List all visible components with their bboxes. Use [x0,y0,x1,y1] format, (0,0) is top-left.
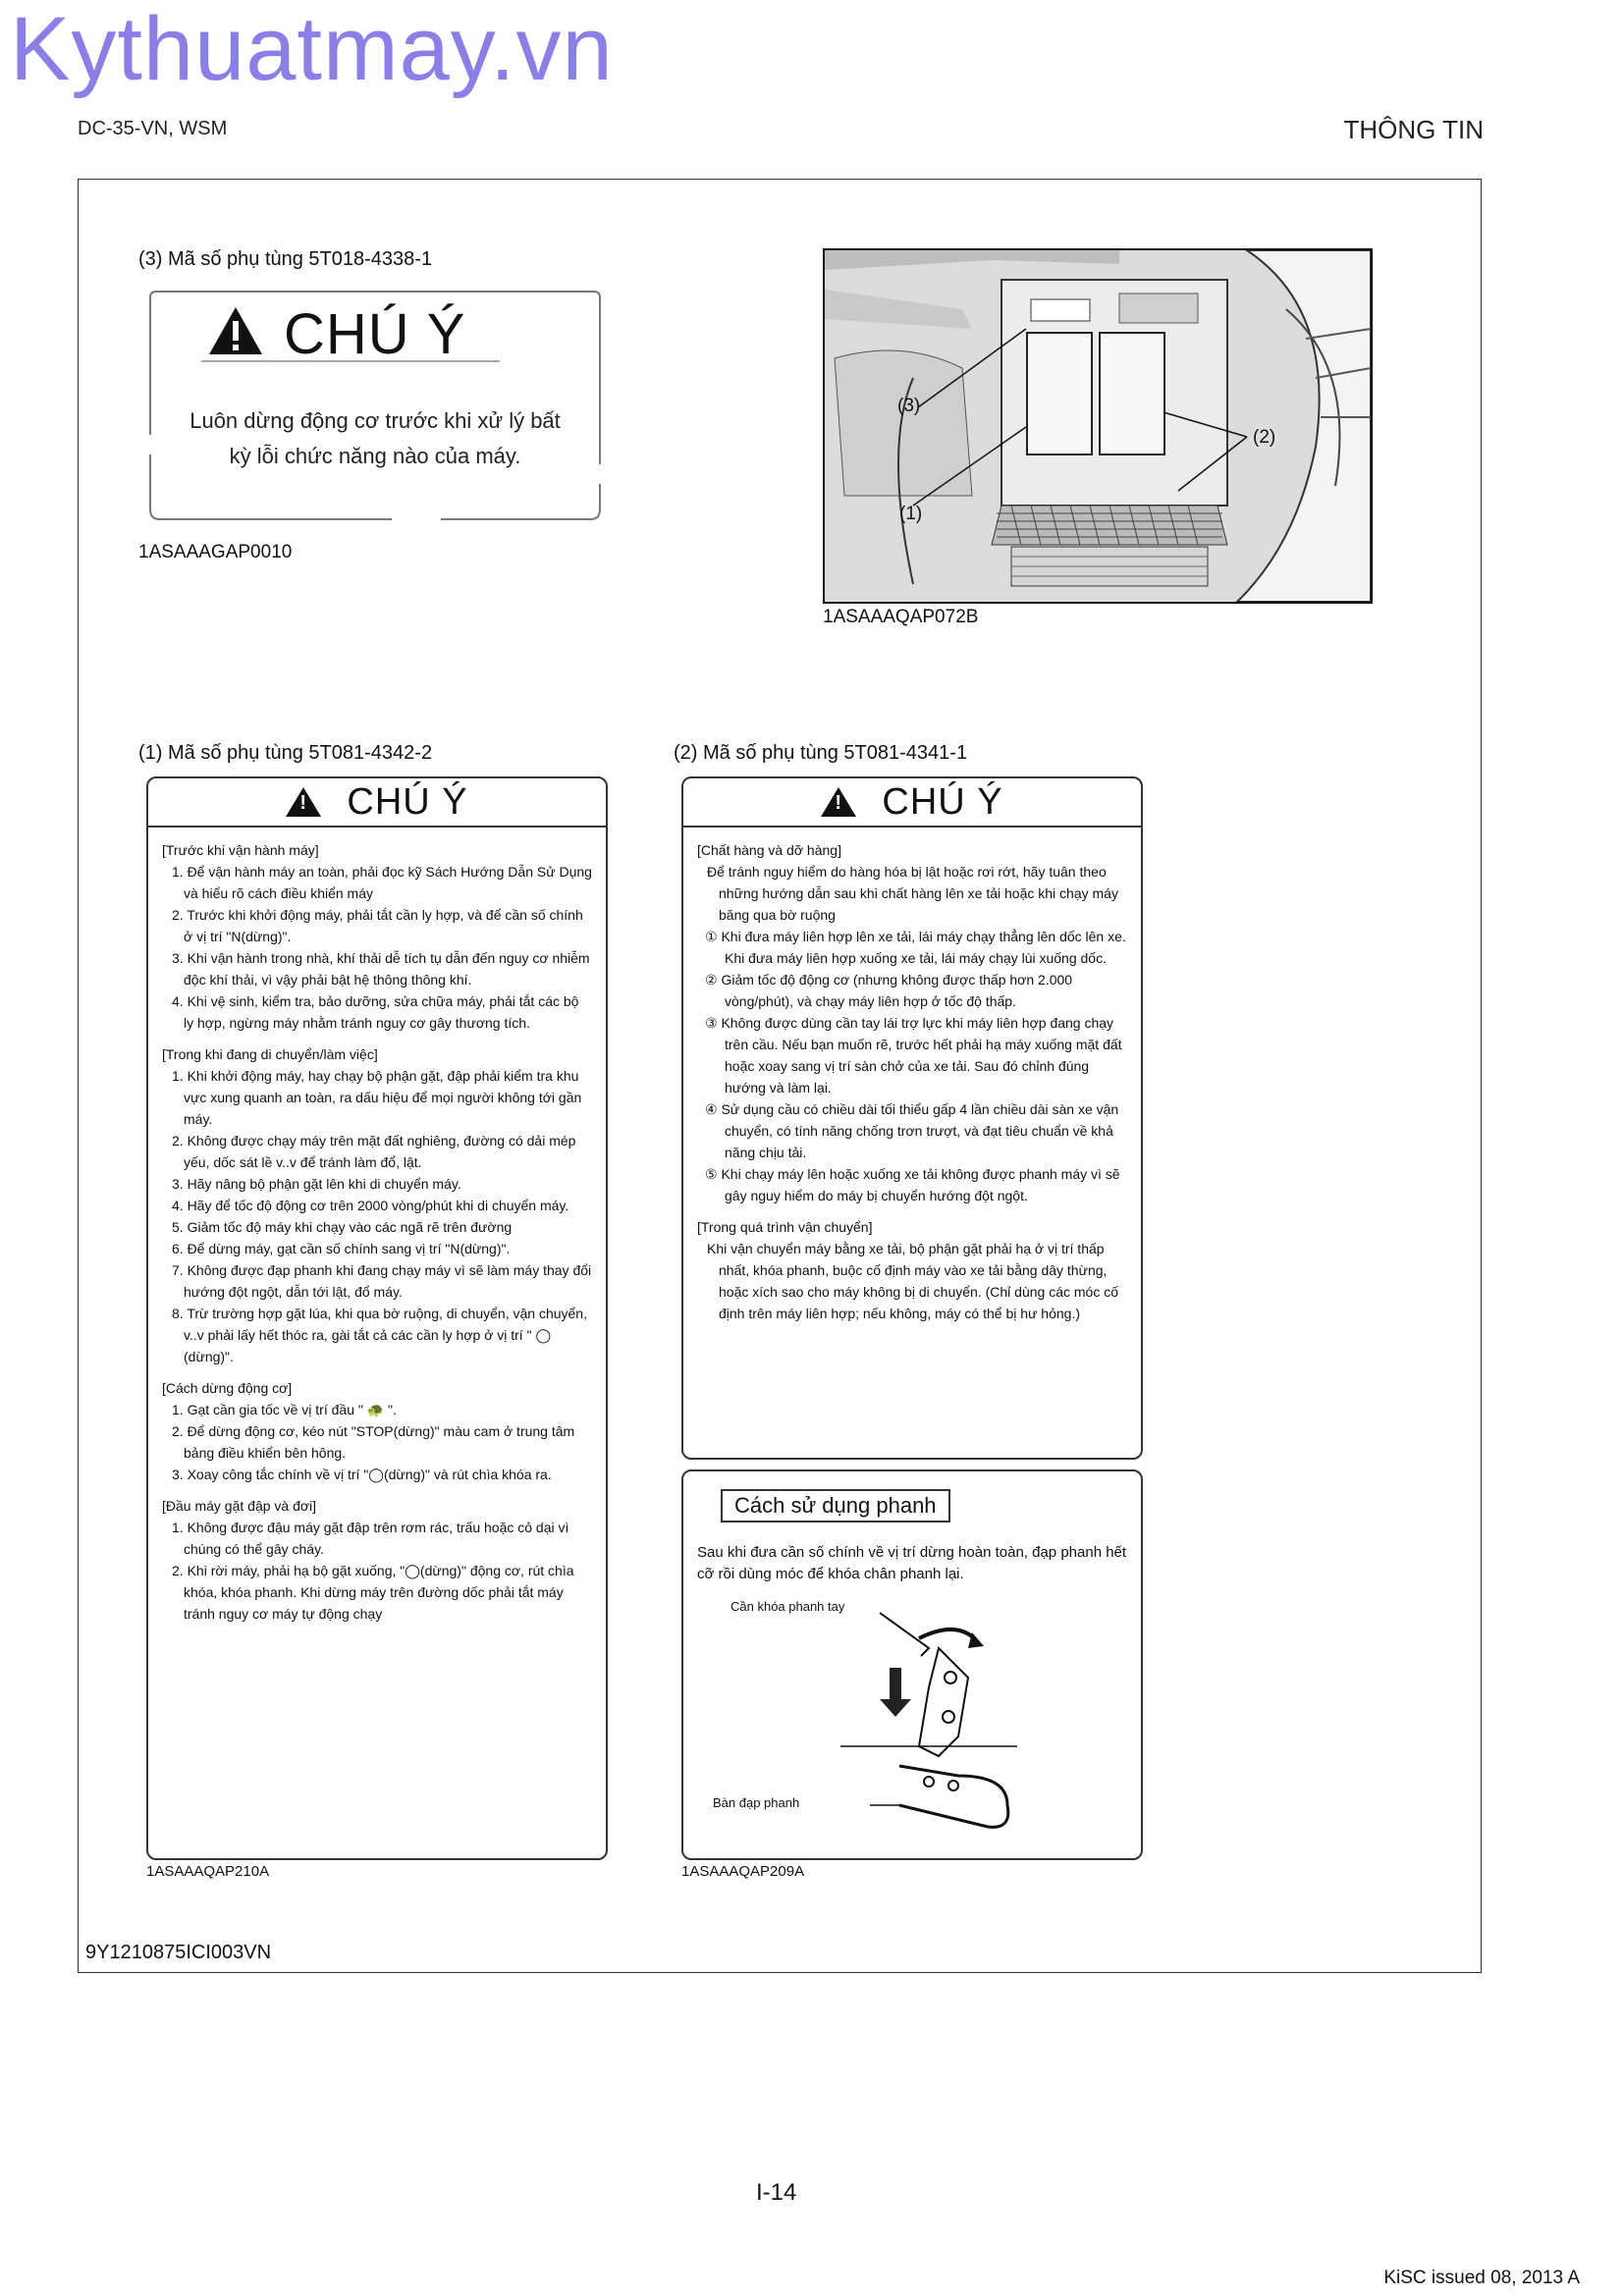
photo-code: 1ASAAAQAP072B [823,607,979,627]
label1-item: 2. Trước khi khởi động máy, phải tắt cần ly hợp, và để cần số chính ở vị trí "N(dừng)". [172,907,583,944]
label1-item: 3. Khi vận hành trong nhà, khí thải dễ tích tụ dẫn đến nguy cơ nhiễm độc khí thải, vì vậy phải bật hệ thông thông khí. [172,950,590,988]
label1-code: 1ASAAAQAP210A [146,1863,270,1880]
warning-triangle-icon [821,787,856,817]
label2-line: ① Khi đưa máy liên hợp lên xe tải, lái máy chạy thẳng lên dốc lên xe. Khi đưa máy liên hợp xuống xe tải, lái máy chạy lùi xuống dốc. [705,929,1126,966]
label1-section-heading: [Trong khi đang di chuyển/làm việc] [162,1046,378,1062]
label2-caption: (2) Mã số phụ tùng 5T081-4341-1 [674,742,968,764]
photo-callout-2: (2) [1253,427,1276,448]
label1-item: 5. Giảm tốc độ máy khi chạy vào các ngã rẽ trên đường [172,1219,513,1235]
label1-item: 3. Hãy nâng bộ phận gặt lên khi di chuyển máy. [172,1176,461,1192]
label2-line: Khi vận chuyển máy bằng xe tải, bộ phận gặt phải hạ ở vị trí thấp nhất, khóa phanh, buộc cố định máy vào xe tải bằng dây thừng, hoặc xích sao cho máy không bị di chuyển. (Chỉ dùng các móc cố định trên máy liên hợp; nếu không, máy có thể bị hư hỏng.) [707,1241,1118,1321]
label2-decal [681,776,1143,1460]
label2-section [697,839,1127,1206]
label3-text [146,403,604,474]
label1-item: 1. Khi khởi động máy, hay chạy bộ phận gặt, đập phải kiểm tra khu vực xung quanh an toàn, ra dấu hiệu để mọi người không tới gần máy. [172,1068,582,1127]
label3-code: 1ASAAAGAP0010 [138,542,293,562]
cab-photo [823,248,1373,604]
label3-text-line2: kỳ lỗi chức năng nào của máy. [229,444,521,468]
label1-item: 4. Khi vệ sinh, kiểm tra, bảo dưỡng, sửa chữa máy, phải tắt các bộ ly hợp, ngừng máy nhằm tránh nguy cơ gây thương tích. [172,993,579,1031]
brake-pedal-illustration [840,1609,1017,1835]
warning-triangle-icon [286,787,321,817]
cab-photo-illustration [825,250,1371,602]
label1-decal [146,776,608,1860]
label1-item: 1. Gạt cần gia tốc về vị trí đầu " 🐢 ". [172,1402,397,1417]
brake-text: Sau khi đưa cần số chính về vị trí dừng hoàn toàn, đạp phanh hết cỡ rồi dùng móc để khóa chân phanh lại. [697,1544,1127,1582]
brake-pedal-label: Bàn đạp phanh [713,1795,800,1810]
label2-line: ② Giảm tốc độ động cơ (nhưng không được thấp hơn 2.000 vòng/phút), và chạy máy liên hợp ở tốc độ thấp. [705,972,1073,1009]
label2-section-heading: [Chất hàng và dỡ hàng] [697,842,841,858]
label2-code: 1ASAAAQAP209A [681,1863,805,1880]
label1-title: CHÚ Ý [347,780,468,823]
label1-item: 2. Để dừng động cơ, kéo nút "STOP(dừng)" màu cam ở trung tâm bảng điều khiển bên hông. [172,1423,575,1461]
label1-item: 2. Khi rời máy, phải hạ bộ gặt xuống, "◯(dừng)" động cơ, rút chìa khóa, khóa phanh. Khi dừng máy trên đường dốc phải tắt máy tránh nguy cơ máy tự động chạy [172,1563,574,1622]
label2-line: ③ Không được dùng cần tay lái trợ lực khi máy liên hợp đang chạy trên cầu. Nếu bạn muốn rẽ, trước hết phải hạ máy xuống mặt đất hoặc xoay sang vị trí sàn chở của xe tải. Sau đó chỉnh đúng hướng và làm lại. [705,1015,1122,1095]
brake-lever-label: Cần khóa phanh tay [730,1599,845,1614]
label3-decal [146,288,604,527]
label1-section-heading: [Trước khi vận hành máy] [162,842,319,858]
label1-caption: (1) Mã số phụ tùng 5T081-4342-2 [138,742,433,764]
label1-section [162,839,592,1034]
label1-item: 1. Để vận hành máy an toàn, phải đọc kỹ Sách Hướng Dẫn Sử Dụng và hiểu rõ cách điều khiển máy [172,864,592,901]
label1-section-heading: [Cách dừng động cơ] [162,1380,293,1396]
label3-title: CHÚ Ý [284,302,466,366]
document-ref: 9Y1210875ICI003VN [85,1942,272,1963]
photo-callout-1: (1) [899,504,923,524]
watermark-logo: Kythuatmay.vn [10,0,614,99]
label2-body [683,828,1141,1332]
warning-triangle-icon [207,305,264,361]
label2-line: ⑤ Khi chạy máy lên hoặc xuống xe tải không được phanh máy vì sẽ gây nguy hiểm do máy bị chuyển hướng đột ngột. [705,1166,1120,1203]
label1-item: 2. Không được chạy máy trên mặt đất nghiêng, đường có dải mép yếu, dốc sát lề v..v để tránh làm đổ, lật. [172,1133,576,1170]
label1-section [162,1043,592,1367]
label3-text-line1: Luôn dừng động cơ trước khi xử lý bất [189,408,561,433]
issue-note: KiSC issued 08, 2013 A [1383,2268,1580,2288]
label1-body [148,828,606,1632]
doc-id: DC-35-VN, WSM [78,118,228,139]
label1-section-heading: [Đầu máy gặt đập và đơi] [162,1498,317,1514]
label1-item: 7. Không được đạp phanh khi đang chạy máy vì sẽ làm máy thay đổi hướng đột ngột, dẫn tới lật, đổ máy. [172,1262,592,1300]
label2-line: ④ Sử dụng cầu có chiều dài tối thiểu gấp 4 lần chiều dài sàn xe vận chuyển, có tính năng chống trơn trượt, và đạt tiêu chuẩn về khả năng chịu tải. [705,1101,1119,1160]
label1-section [162,1377,592,1485]
label1-item: 8. Trừ trường hợp gặt lúa, khi qua bờ ruộng, di chuyển, vận chuyển, v..v phải lấy hết thóc ra, gài tắt cả các cần ly hợp ở vị trí " ◯ (dừng)". [172,1306,587,1364]
label2-section [697,1216,1127,1324]
label1-section [162,1495,592,1625]
brake-title: Cách sử dụng phanh [721,1489,950,1522]
label1-item: 6. Để dừng máy, gạt cần số chính sang vị trí "N(dừng)". [172,1241,511,1256]
label2-section-heading: [Trong quá trình vận chuyển] [697,1219,873,1235]
label2-title: CHÚ Ý [882,780,1003,823]
brake-decal [681,1469,1143,1860]
label1-item: 1. Không được đậu máy gặt đập trên rơm rác, trấu hoặc cỏ dại vì chúng có thể gây cháy. [172,1520,569,1557]
label1-title-row [148,778,606,828]
label1-item: 4. Hãy để tốc độ động cơ trên 2000 vòng/phút khi di chuyển máy. [172,1198,569,1213]
label2-line: Để tránh nguy hiểm do hàng hóa bị lật hoặc rơi rớt, hãy tuân theo những hướng dẫn sau khi chất hàng lên xe tải hoặc khi chạy máy băng qua bờ ruộng [707,864,1118,923]
photo-callout-3: (3) [897,396,921,416]
label3-caption: (3) Mã số phụ tùng 5T018-4338-1 [138,248,433,270]
section-title: THÔNG TIN [1343,115,1484,144]
label2-title-row [683,778,1141,828]
page-number: I-14 [756,2179,797,2206]
label1-item: 3. Xoay công tắc chính về vị trí "◯(dừng)" và rút chìa khóa ra. [172,1467,552,1482]
